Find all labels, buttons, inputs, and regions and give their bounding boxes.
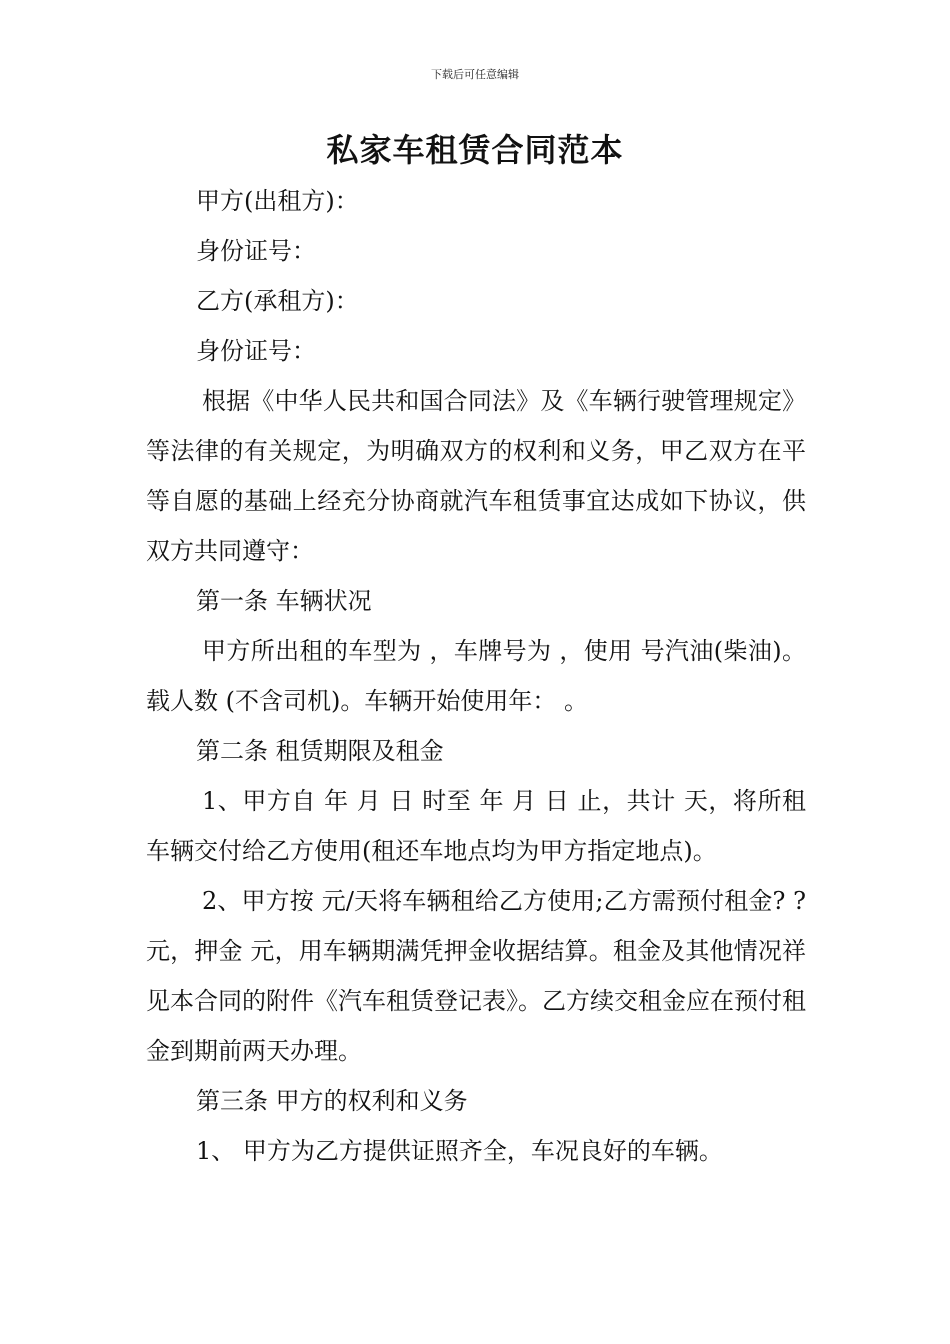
article-2-item-1: 1、甲方自 年 月 日 时至 年 月 日 止，共计 天，将所租车辆交付给乙方使用(租还车地点均为甲方指定地点)。 — [146, 787, 806, 865]
article-1-title: 第一条 车辆状况 — [196, 587, 372, 615]
preamble-paragraph: 根据《中华人民共和国合同法》及《车辆行驶管理规定》等法律的有关规定，为明确双方的权利和义务，甲乙双方在平等自愿的基础上经充分协商就汽车租赁事宜达成如下协议，供双方共同遵守： — [146, 387, 806, 565]
document-body — [146, 176, 806, 1176]
article-2-title: 第二条 租赁期限及租金 — [196, 737, 444, 765]
article-1-body: 甲方所出租的车型为 ，车牌号为 ，使用 号汽油(柴油)。载人数 (不含司机)。车辆开始使用年： 。 — [146, 637, 806, 715]
party-b-label: 乙方(承租方)： — [196, 287, 359, 315]
header-note: 下载后可任意编辑 — [431, 68, 519, 81]
article-2-item-2: 2、甲方按 元/天将车辆租给乙方使用;乙方需预付租金? ?元，押金 元，用车辆期满凭押金收据结算。租金及其他情况祥见本合同的附件《汽车租赁登记表》。乙方续交租金应在预付租金到期前两天办理。 — [146, 887, 806, 1065]
party-a-label: 甲方(出租方)： — [196, 187, 359, 215]
party-b-id-label: 身份证号： — [196, 337, 316, 365]
party-a-id-label: 身份证号： — [196, 237, 316, 265]
article-3-item-1: 1、 甲方为乙方提供证照齐全，车况良好的车辆。 — [196, 1137, 723, 1165]
document-title: 私家车租赁合同范本 — [326, 131, 624, 169]
article-3-title: 第三条 甲方的权利和义务 — [196, 1087, 468, 1115]
